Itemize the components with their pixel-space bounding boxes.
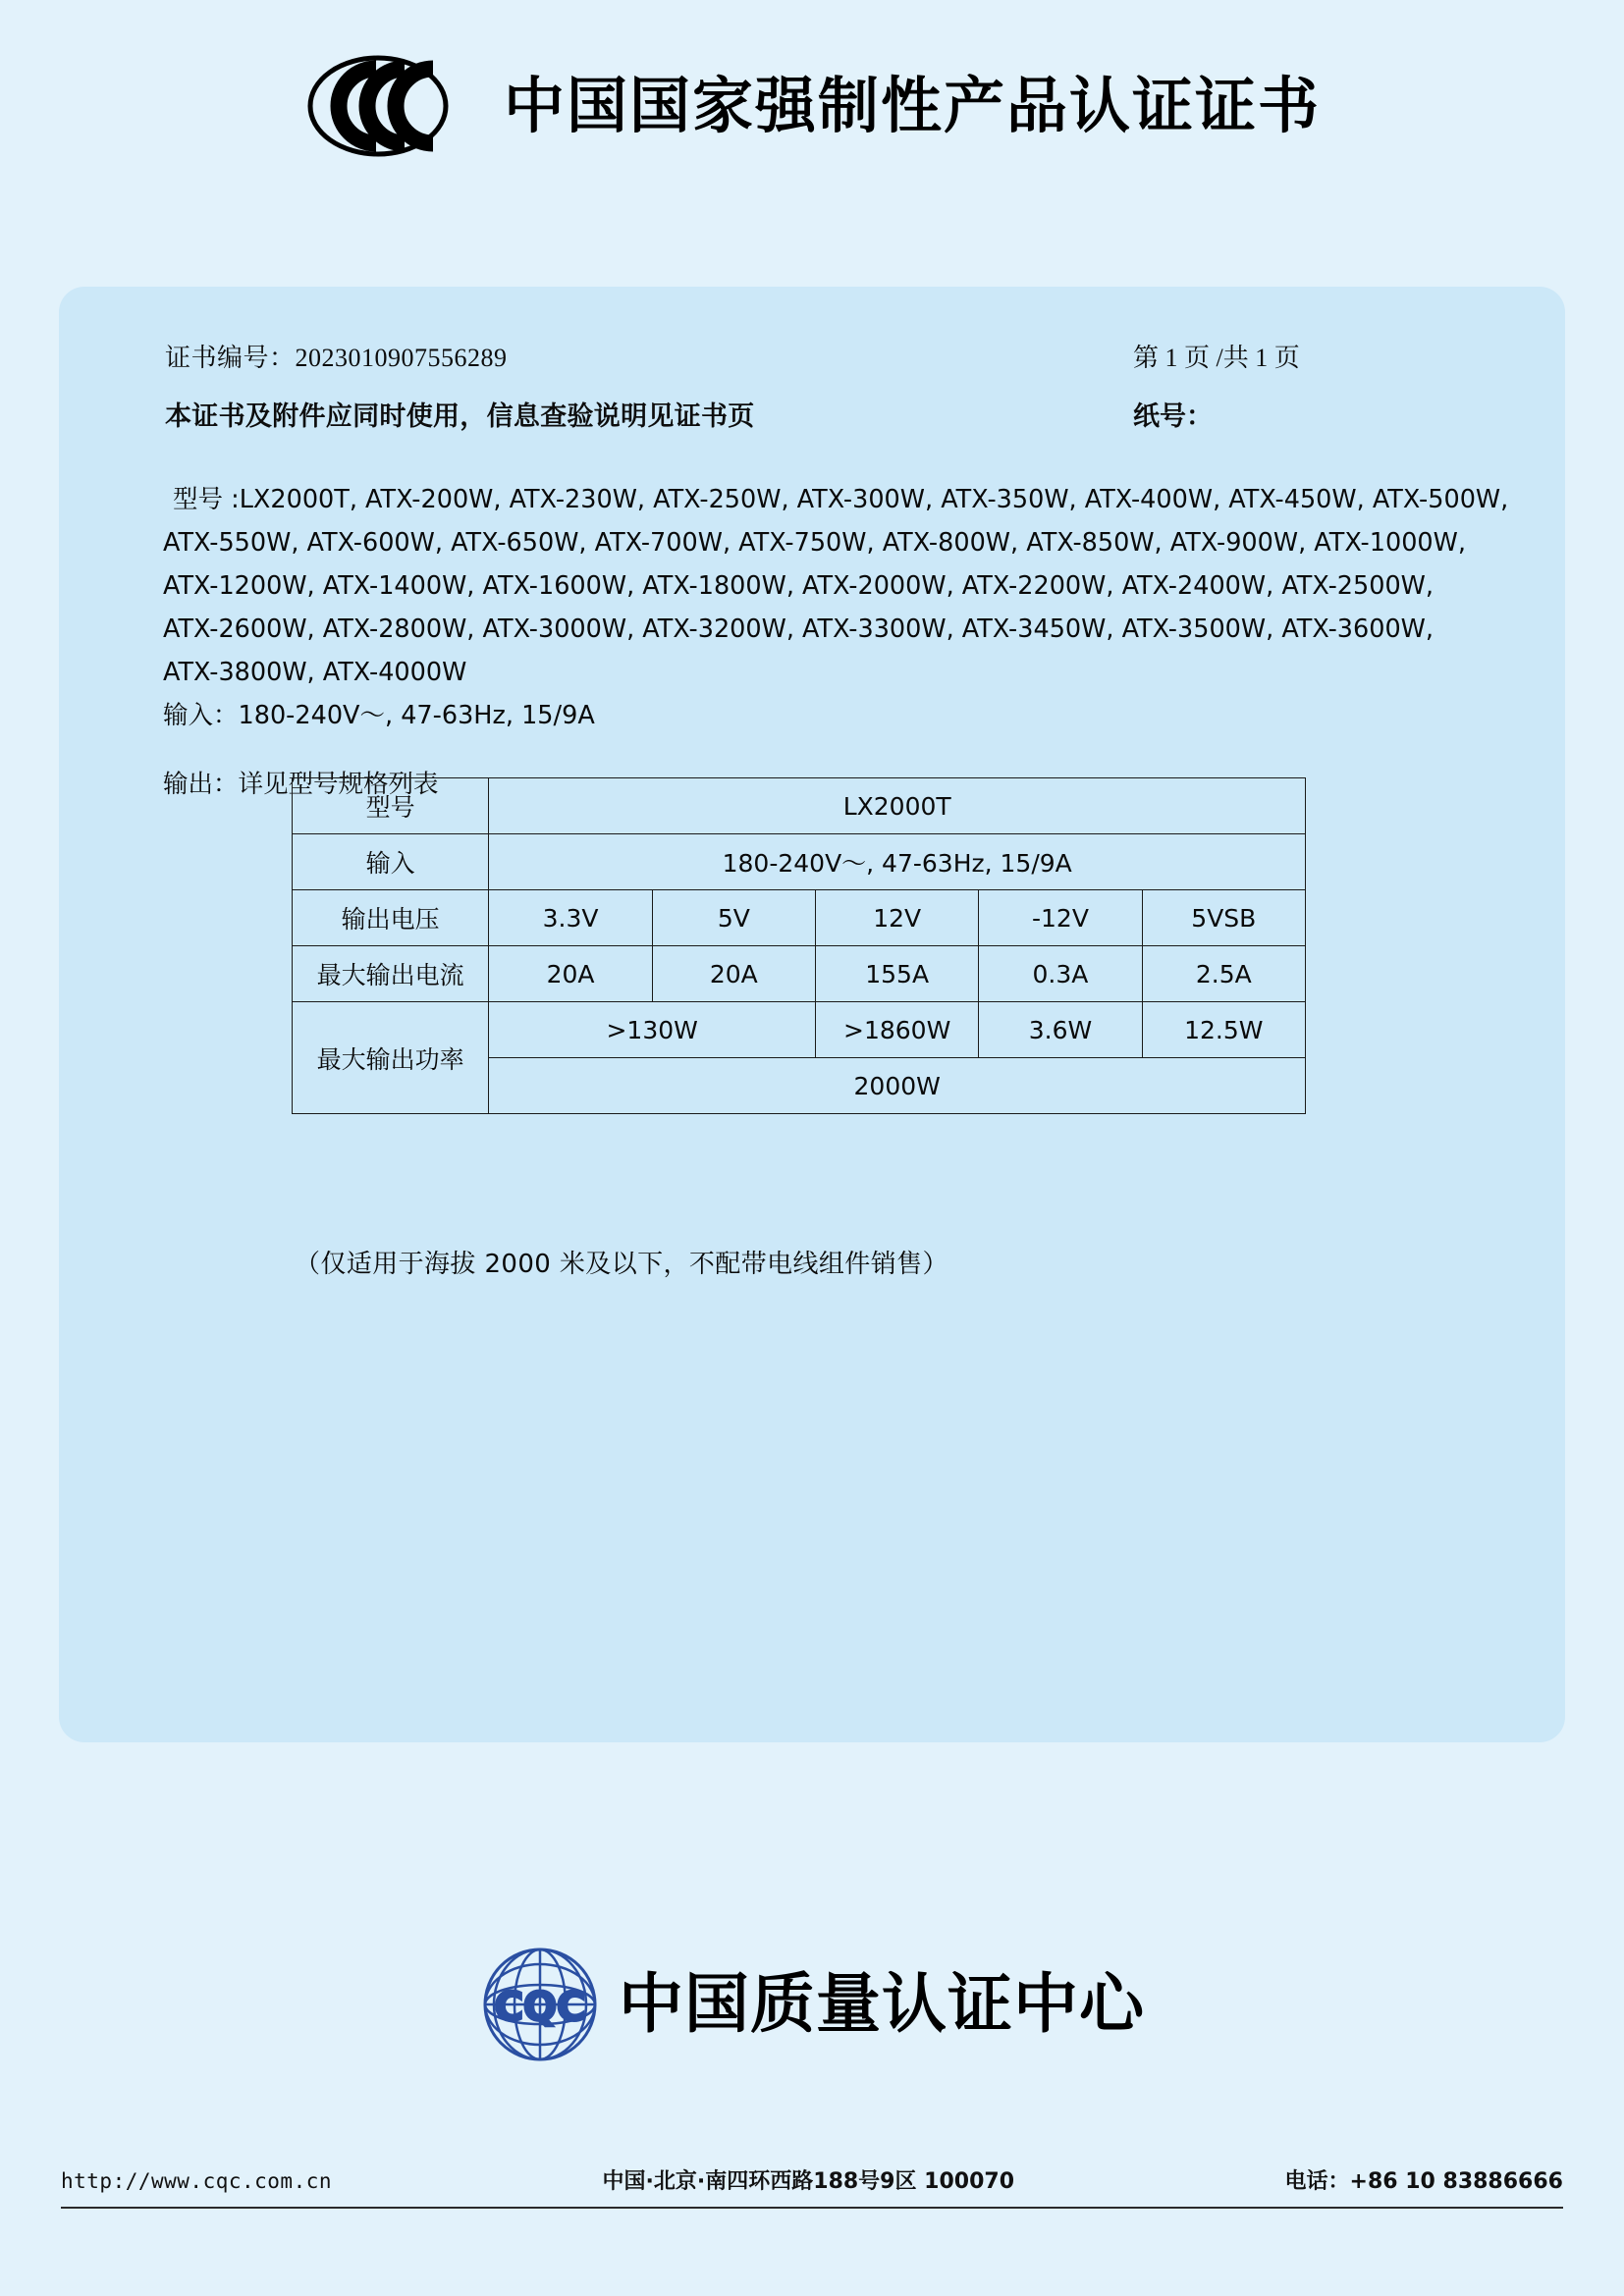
cell-input-label: 输入 xyxy=(293,834,489,890)
table-row-power xyxy=(293,1002,1306,1058)
model-line-2: ATX-550W, ATX-600W, ATX-650W, ATX-700W, ATX-750W, ATX-800W, ATX-850W, ATX-900W, ATX-1000W, xyxy=(163,528,1466,558)
ccc-mark-icon xyxy=(303,53,453,159)
cqc-logo-block xyxy=(0,1944,1624,2065)
cell-current-1: 20A xyxy=(652,946,815,1002)
cell-model-label: 型号 xyxy=(293,778,489,834)
cell-current-label: 最大输出电流 xyxy=(293,946,489,1002)
cell-current-4: 2.5A xyxy=(1142,946,1305,1002)
table-row-input xyxy=(293,834,1306,890)
page-footer xyxy=(61,2164,1563,2195)
paper-number-label: 纸号： xyxy=(1133,401,1213,432)
usage-note-row xyxy=(165,395,1487,433)
cell-power-label: 最大输出功率 xyxy=(293,1002,489,1114)
certificate-number-value: 2023010907556289 xyxy=(295,344,508,372)
footer-website[interactable]: http://www.cqc.com.cn xyxy=(61,2169,333,2193)
cell-voltage-1: 5V xyxy=(652,890,815,946)
cell-current-2: 155A xyxy=(816,946,979,1002)
cell-voltage-3: -12V xyxy=(979,890,1142,946)
cell-power-2: 3.6W xyxy=(979,1002,1142,1058)
cqc-name: 中国质量认证中心 xyxy=(619,1966,1145,2042)
model-line-1: 型号 :LX2000T, ATX-200W, ATX-230W, ATX-250W, ATX-300W, ATX-350W, ATX-400W, ATX-450W, ATX-500W, xyxy=(173,485,1509,514)
page-indicator: 第 1 页 /共 1 页 xyxy=(1133,344,1300,372)
cell-voltage-4: 5VSB xyxy=(1142,890,1305,946)
certificate-number-row xyxy=(165,338,1487,374)
footer-phone: 电话：+86 10 83886666 xyxy=(1284,2169,1563,2194)
cqc-globe-icon xyxy=(479,1944,601,2065)
cell-power-1: >1860W xyxy=(816,1002,979,1058)
output-spec-table xyxy=(292,777,1306,1114)
cell-current-3: 0.3A xyxy=(979,946,1142,1002)
footer-address: 中国·北京·南四环西路188号9区 100070 xyxy=(602,2169,1014,2194)
input-rating-line: 输入：180-240V～, 47-63Hz, 15/9A xyxy=(163,701,595,730)
cell-current-0: 20A xyxy=(489,946,652,1002)
model-line-3: ATX-1200W, ATX-1400W, ATX-1600W, ATX-1800W, ATX-2000W, ATX-2200W, ATX-2400W, ATX-2500W, xyxy=(163,571,1434,601)
model-line-5: ATX-3800W, ATX-4000W xyxy=(163,658,467,687)
cell-total-power: 2000W xyxy=(489,1058,1306,1114)
page-title: 中国国家强制性产品认证证书 xyxy=(503,70,1321,141)
footer-divider xyxy=(61,2207,1563,2209)
certificate-panel xyxy=(59,287,1565,1742)
table-row-model xyxy=(293,778,1306,834)
certificate-number-label: 证书编号： xyxy=(165,344,296,372)
certificate-number xyxy=(165,338,1082,374)
cell-voltage-2: 12V xyxy=(816,890,979,946)
model-spec-block xyxy=(163,478,1509,806)
cell-model-value: LX2000T xyxy=(489,778,1306,834)
table-row-current xyxy=(293,946,1306,1002)
svg-text:CQC: CQC xyxy=(494,1985,586,2030)
cell-input-value: 180-240V～, 47-63Hz, 15/9A xyxy=(489,834,1306,890)
usage-note: 本证书及附件应同时使用，信息查验说明见证书页 xyxy=(165,401,755,432)
cell-voltage-label: 输出电压 xyxy=(293,890,489,946)
model-line-4: ATX-2600W, ATX-2800W, ATX-3000W, ATX-3200W, ATX-3300W, ATX-3450W, ATX-3500W, ATX-3600W, xyxy=(163,614,1434,644)
cell-power-3: 12.5W xyxy=(1142,1002,1305,1058)
certificate-header xyxy=(0,47,1624,165)
altitude-note: （仅适用于海拔 2000 米及以下，不配带电线组件销售） xyxy=(295,1250,948,1279)
output-rating-line: 输出：详见型号规格列表 xyxy=(163,770,439,799)
table-row-voltage xyxy=(293,890,1306,946)
cell-voltage-0: 3.3V xyxy=(489,890,652,946)
cell-power-0: >130W xyxy=(489,1002,816,1058)
